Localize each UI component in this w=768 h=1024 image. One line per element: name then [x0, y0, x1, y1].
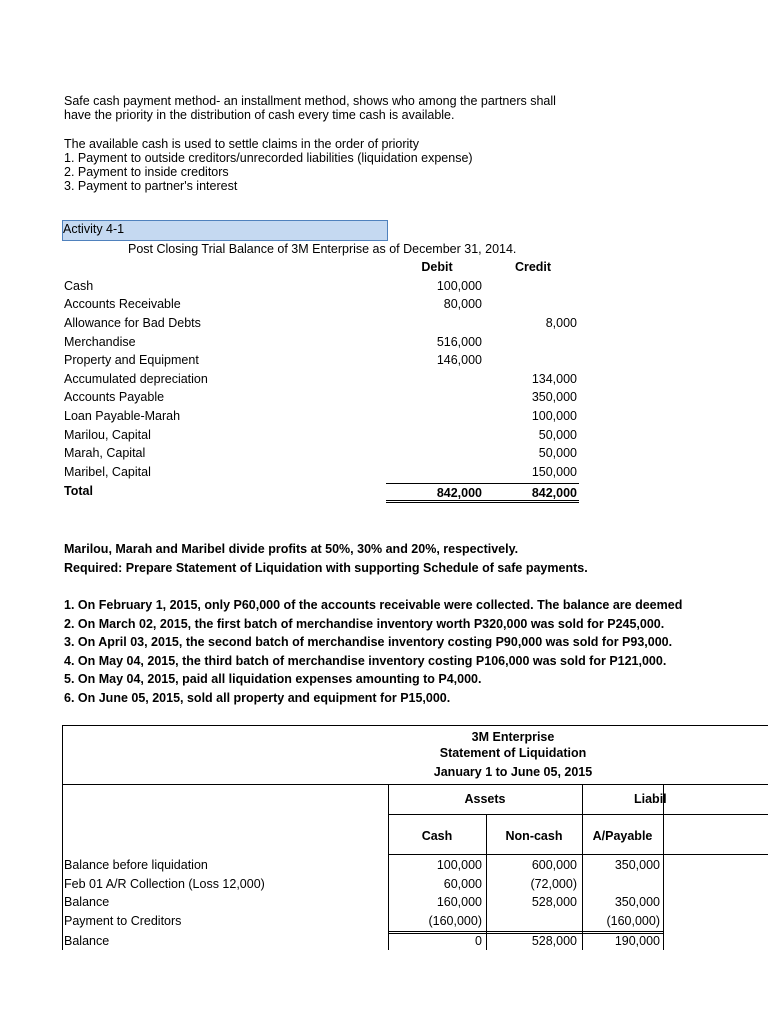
total-bottom-rule-2	[386, 502, 579, 503]
account-name: Marah, Capital	[64, 446, 146, 460]
priority-intro: The available cash is used to settle claims in the order of priority	[64, 137, 420, 151]
col-ap: A/Payable	[592, 829, 653, 843]
event-item: 3. On April 03, 2015, the second batch of merchandise inventory costing P90,000 was sold for P93,000.	[64, 635, 673, 649]
stmt-ap: (160,000)	[606, 914, 660, 928]
liabilities-header: Liabil	[634, 792, 667, 806]
stmt-noncash: 528,000	[531, 895, 577, 909]
account-name: Property and Equipment	[64, 353, 199, 367]
priority-2: 2. Payment to inside creditors	[64, 165, 229, 179]
stmt-cash: (160,000)	[428, 914, 482, 928]
total-top-rule	[386, 483, 579, 484]
intro-line-2: have the priority in the distribution of cash every time cash is available.	[64, 108, 455, 122]
priority-3: 3. Payment to partner's interest	[64, 179, 238, 193]
stmt-ap: 350,000	[614, 895, 660, 909]
profit-share: Marilou, Marah and Maribel divide profits at 50%, 30% and 20%, respectively.	[64, 542, 519, 556]
credit-value: 8,000	[545, 316, 577, 330]
account-name: Accounts Receivable	[64, 297, 181, 311]
debit-value: 146,000	[436, 353, 482, 367]
stmt-noncash: (72,000)	[530, 877, 577, 891]
credit-value: 50,000	[538, 446, 577, 460]
stmt-row-label: Balance	[64, 934, 110, 948]
credit-value: 100,000	[531, 409, 577, 423]
stmt-ap: 190,000	[614, 934, 660, 948]
required: Required: Prepare Statement of Liquidation with supporting Schedule of safe payments.	[64, 561, 588, 575]
credit-value: 50,000	[538, 428, 577, 442]
stmt-subheader-rule	[388, 814, 768, 815]
account-name: Merchandise	[64, 335, 136, 349]
stmt-row-label: Balance	[64, 895, 110, 909]
debit-header: Debit	[421, 260, 453, 274]
stmt-cash: 60,000	[443, 877, 482, 891]
stmt-row-label: Payment to Creditors	[64, 914, 182, 928]
activity-label: Activity 4-1	[63, 222, 125, 236]
total-credit: 842,000	[531, 486, 577, 500]
stmt-noncash: 528,000	[531, 934, 577, 948]
stmt-title: Statement of Liquidation	[439, 746, 587, 760]
stmt-company: 3M Enterprise	[471, 730, 555, 744]
stmt-cash: 100,000	[436, 858, 482, 872]
intro-line-1: Safe cash payment method- an installment method, shows who among the partners shall	[64, 94, 556, 108]
stmt-ap: 350,000	[614, 858, 660, 872]
credit-value: 350,000	[531, 390, 577, 404]
stmt-period: January 1 to June 05, 2015	[433, 765, 593, 779]
stmt-row-label: Balance before liquidation	[64, 858, 208, 872]
stmt-top-border	[62, 725, 768, 726]
credit-value: 150,000	[531, 465, 577, 479]
balance-rule-2	[388, 933, 664, 934]
event-item: 5. On May 04, 2015, paid all liquidation expenses amounting to P4,000.	[64, 672, 482, 686]
stmt-row-label: Feb 01 A/R Collection (Loss 12,000)	[64, 877, 265, 891]
account-name: Accumulated depreciation	[64, 372, 208, 386]
account-name: Maribel, Capital	[64, 465, 151, 479]
event-item: 6. On June 05, 2015, sold all property and equipment for P15,000.	[64, 691, 451, 705]
account-name: Accounts Payable	[64, 390, 165, 404]
event-item: 1. On February 1, 2015, only P60,000 of the accounts receivable were collected. The balance are deemed	[64, 598, 683, 612]
debit-value: 80,000	[443, 297, 482, 311]
event-item: 4. On May 04, 2015, the third batch of merchandise inventory costing P106,000 was sold for P121,000.	[64, 654, 667, 668]
debit-value: 100,000	[436, 279, 482, 293]
priority-1: 1. Payment to outside creditors/unrecorded liabilities (liquidation expense)	[64, 151, 473, 165]
total-label: Total	[64, 484, 93, 498]
total-debit: 842,000	[436, 486, 482, 500]
credit-value: 134,000	[531, 372, 577, 386]
balance-rule-1	[388, 931, 664, 932]
total-bottom-rule-1	[386, 500, 579, 501]
credit-header: Credit	[514, 260, 552, 274]
stmt-cash: 160,000	[436, 895, 482, 909]
stmt-col-divider-4	[663, 784, 664, 950]
event-item: 2. On March 02, 2015, the first batch of merchandise inventory worth P320,000 was sold for P245,000.	[64, 617, 665, 631]
trial-balance-title: Post Closing Trial Balance of 3M Enterprise as of December 31, 2014.	[128, 242, 517, 256]
stmt-left-border	[62, 725, 63, 950]
account-name: Cash	[64, 279, 94, 293]
account-name: Allowance for Bad Debts	[64, 316, 201, 330]
stmt-columns-rule	[388, 854, 768, 855]
debit-value: 516,000	[436, 335, 482, 349]
stmt-cash: 0	[475, 934, 482, 948]
account-name: Loan Payable-Marah	[64, 409, 181, 423]
col-noncash: Non-cash	[505, 829, 563, 843]
stmt-noncash: 600,000	[531, 858, 577, 872]
assets-header: Assets	[464, 792, 506, 806]
account-name: Marilou, Capital	[64, 428, 151, 442]
col-cash: Cash	[421, 829, 453, 843]
